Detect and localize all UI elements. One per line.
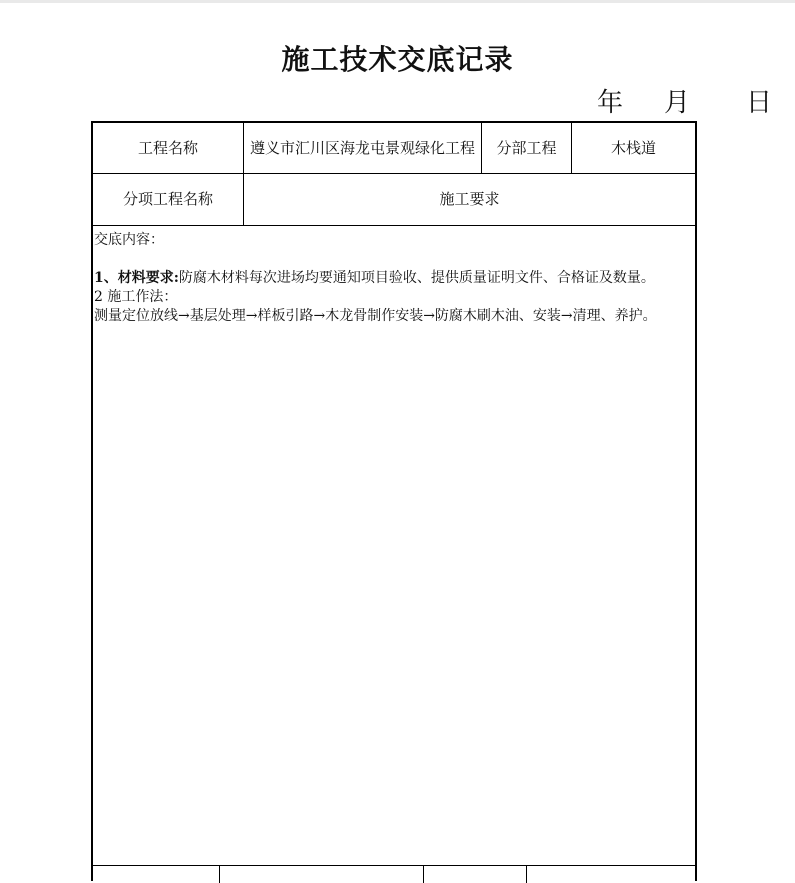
col-divider-bottom-b bbox=[423, 865, 424, 883]
subitem-label: 分项工程名称 bbox=[122, 190, 213, 208]
date-year-label: 年 bbox=[597, 88, 624, 118]
content-item-2-label: 2 施工作法： bbox=[94, 289, 178, 305]
project-name-value: 遵义市汇川区海龙屯景观绿化工程 bbox=[250, 138, 476, 157]
disclosure-form-table bbox=[91, 121, 697, 881]
content-spacer bbox=[94, 250, 696, 269]
project-name-label: 工程名称 bbox=[137, 138, 198, 157]
content-heading: 交底内容： bbox=[94, 232, 164, 248]
content-item-1 bbox=[94, 269, 696, 288]
row-divider-bottom bbox=[93, 865, 695, 866]
col-divider-bottom-a bbox=[219, 865, 220, 883]
col-divider-bottom-c bbox=[526, 865, 527, 883]
division-label: 分部工程 bbox=[496, 138, 557, 157]
row-divider-2 bbox=[93, 225, 695, 226]
content-item-2-text: 测量定位放线→基层处理→样板引路→木龙骨制作安装→防腐木刷木油、安装→清理、养护。 bbox=[94, 308, 657, 324]
item-1-label: 1、材料要求: bbox=[94, 270, 179, 286]
date-day-label: 日 bbox=[746, 88, 773, 118]
division-value: 木栈道 bbox=[610, 138, 656, 157]
disclosure-content bbox=[94, 231, 696, 326]
page-top-edge bbox=[0, 0, 795, 3]
subitem-value: 施工要求 bbox=[439, 190, 500, 208]
document-title: 施工技术交底记录 bbox=[281, 43, 514, 76]
date-month-label: 月 bbox=[664, 88, 691, 118]
item-1-text: 防腐木材料每次进场均要通知项目验收、提供质量证明文件、合格证及数量。 bbox=[178, 270, 655, 286]
